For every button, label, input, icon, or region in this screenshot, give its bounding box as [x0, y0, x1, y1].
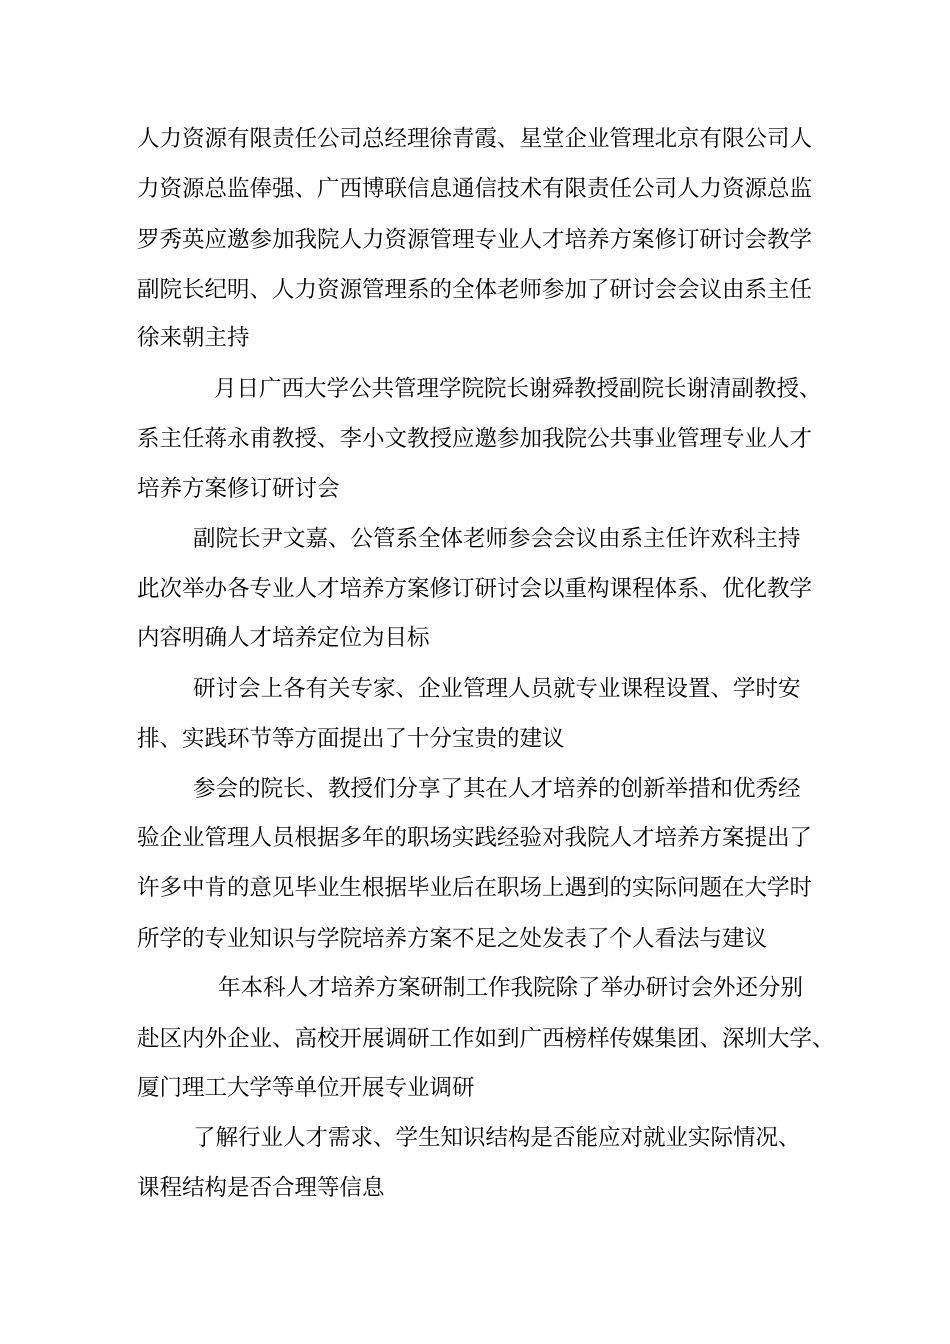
text-line-9: 副院长尹文嘉、公管系全体老师参会会议由系主任许欢科主持	[193, 526, 801, 552]
text-line-15: 验企业管理人员根据多年的职场实践经验对我院人才培养方案提出了	[137, 825, 813, 851]
text-line-2: 力资源总监俸强、广西博联信息通信技术有限责任公司人力资源总监	[137, 176, 813, 202]
text-line-20: 厦门理工大学等单位开展专业调研	[137, 1075, 475, 1101]
text-line-17: 所学的专业知识与学院培养方案不足之处发表了个人看法与建议	[137, 926, 768, 952]
text-line-21: 了解行业人才需求、学生知识结构是否能应对就业实际情况、	[193, 1125, 801, 1151]
text-line-14: 参会的院长、教授们分享了其在人才培养的创新举措和优秀经	[193, 776, 801, 802]
text-line-5: 徐来朝主持	[137, 325, 250, 351]
text-line-10: 此次举办各专业人才培养方案修订研讨会以重构课程体系、优化教学	[137, 576, 813, 602]
text-line-22: 课程结构是否合理等信息	[137, 1175, 385, 1201]
text-line-1: 人力资源有限责任公司总经理徐青霞、星堂企业管理北京有限公司人	[137, 126, 813, 152]
text-line-3: 罗秀英应邀参加我院人力资源管理专业人才培养方案修订研讨会教学	[137, 227, 813, 253]
text-line-16: 许多中肯的意见毕业生根据毕业后在职场上遇到的实际问题在大学时	[137, 875, 813, 901]
text-line-12: 研讨会上各有关专家、企业管理人员就专业课程设置、学时安	[193, 676, 801, 702]
text-line-8: 培养方案修订研讨会	[137, 476, 340, 502]
text-line-18: 年本科人才培养方案研制工作我院除了举办研讨会外还分别	[218, 975, 804, 1001]
text-line-6: 月日广西大学公共管理学院院长谢舜教授副院长谢清副教授、	[214, 376, 822, 402]
text-line-13: 排、实践环节等方面提出了十分宝贵的建议	[137, 726, 565, 752]
text-line-11: 内容明确人才培养定位为目标	[137, 625, 430, 651]
text-line-7: 系主任蒋永甫教授、李小文教授应邀参加我院公共事业管理专业人才	[137, 426, 813, 452]
text-line-4: 副院长纪明、人力资源管理系的全体老师参加了研讨会会议由系主任	[137, 277, 813, 303]
text-line-19: 赴区内外企业、高校开展调研工作如到广西榜样传媒集团、深圳大学、	[137, 1026, 835, 1052]
